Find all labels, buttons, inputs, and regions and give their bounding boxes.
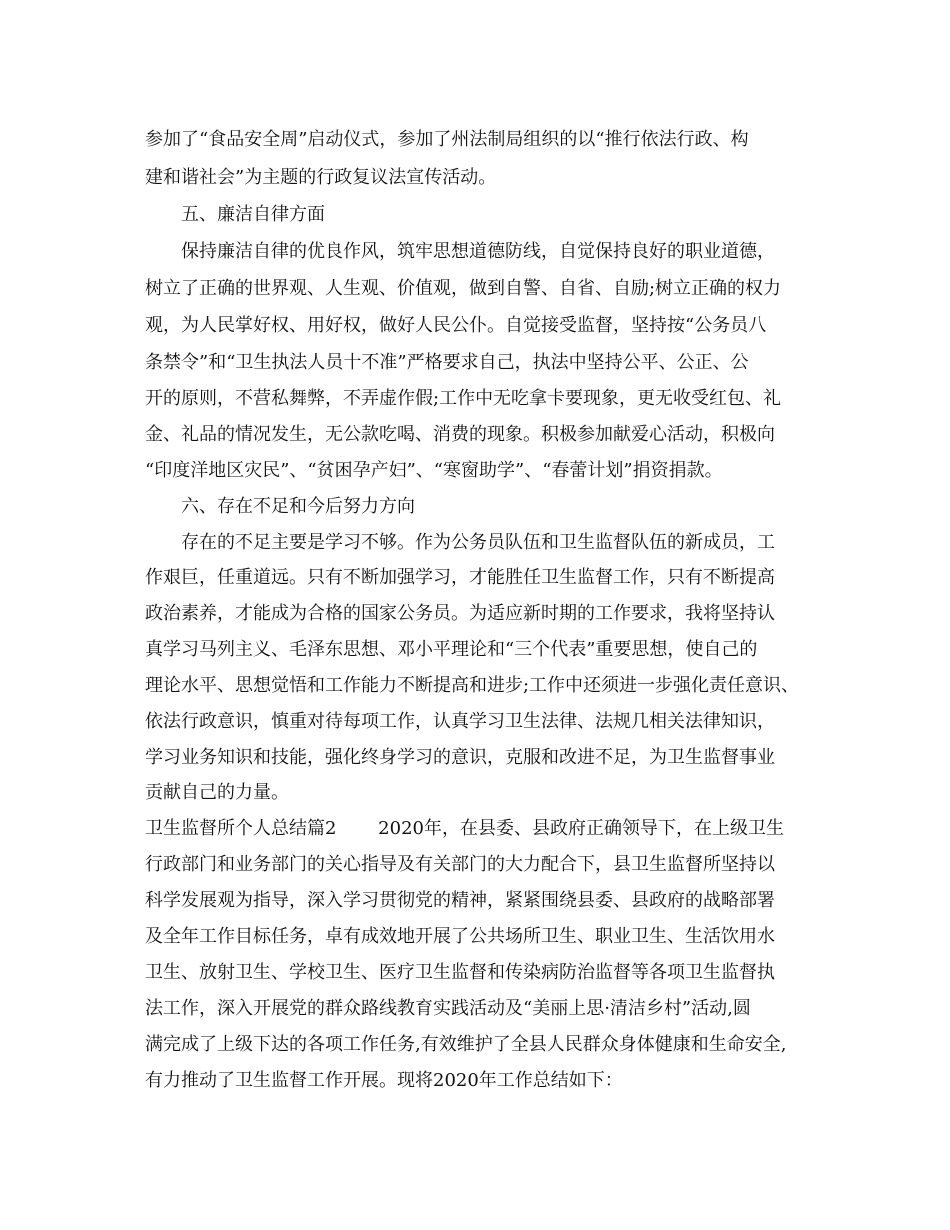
text-line: 理论水平、思想觉悟和工作能力不断提高和进步;工作中还须进一步强化责任意识、: [145, 675, 800, 696]
text-line: 依法行政意识，慎重对待每项工作，认真学习卫生法律、法规几相关法律知识，: [145, 711, 775, 732]
text-line: 卫生、放射卫生、学校卫生、医疗卫生监督和传染病防治监督等各项卫生监督执: [145, 962, 775, 983]
text-line: 作艰巨，任重道远。只有不断加强学习，才能胜任卫生监督工作，只有不断提高: [145, 567, 775, 588]
text-line: 科学发展观为指导，深入学习贯彻党的精神，紧紧围绕县委、县政府的战略部署: [145, 890, 775, 911]
text-line: 开的原则，不营私舞弊，不弄虚作假;工作中无吃拿卡要现象，更无收受红包、礼: [145, 388, 782, 409]
text-line: 满完成了上级下达的各项工作任务,有效维护了全县人民群众身体健康和生命安全,: [145, 1034, 787, 1055]
text-line: 建和谐社会”为主题的行政复议法宣传活动。: [145, 167, 497, 188]
text-line: “印度洋地区灾民”、“贫困孕产妇”、“寒窗助学”、“春蕾计划”捐资捐款。: [145, 460, 723, 481]
text-line: 条禁令”和“卫生执法人员十不准”严格要求自己，执法中坚持公平、公正、公: [145, 352, 749, 373]
text-line: 真学习马列主义、毛泽东思想、邓小平理论和“三个代表”重要思想，使自己的: [145, 639, 758, 660]
text-line: 法工作，深入开展党的群众路线教育实践活动及“美丽上思·清洁乡村”活动,圆: [145, 998, 751, 1019]
text-line: 及全年工作目标任务，卓有成效地开展了公共场所卫生、职业卫生、生活饮用水: [145, 926, 775, 947]
text-line: 卫生监督所个人总结篇2 2020年，在县委、县政府正确领导下，在上级卫生: [145, 818, 784, 839]
section-heading: 五、廉洁自律方面: [181, 204, 325, 225]
section-heading: 六、存在不足和今后努力方向: [181, 496, 415, 517]
text-line: 行政部门和业务部门的关心指导及有关部门的大力配合下，县卫生监督所坚持以: [145, 854, 775, 875]
text-line: 存在的不足主要是学习不够。作为公务员队伍和卫生监督队伍的新成员，工: [181, 532, 775, 553]
text-line: 树立了正确的世界观、人生观、价值观，做到自警、自省、自励;树立正确的权力: [145, 278, 782, 299]
text-line: 学习业务知识和技能，强化终身学习的意识，克服和改进不足，为卫生监督事业: [145, 747, 775, 768]
text-line: 有力推动了卫生监督工作开展。现将2020年工作总结如下：: [145, 1070, 623, 1091]
text-line: 政治素养，才能成为合格的国家公务员。为适应新时期的工作要求，我将坚持认: [145, 603, 775, 624]
text-line: 金、礼品的情况发生，无公款吃喝、消费的现象。积极参加献爱心活动，积极向: [145, 424, 775, 445]
text-line: 贡献自己的力量。: [145, 782, 289, 803]
text-line: 观，为人民掌好权、用好权，做好人民公仆。自觉接受监督，坚持按“公务员八: [145, 315, 767, 336]
text-line: 参加了“食品安全周”启动仪式，参加了州法制局组织的以“推行依法行政、构: [145, 129, 749, 150]
text-line: 保持廉洁自律的优良作风，筑牢思想道德防线，自觉保持良好的职业道德，: [181, 241, 775, 262]
